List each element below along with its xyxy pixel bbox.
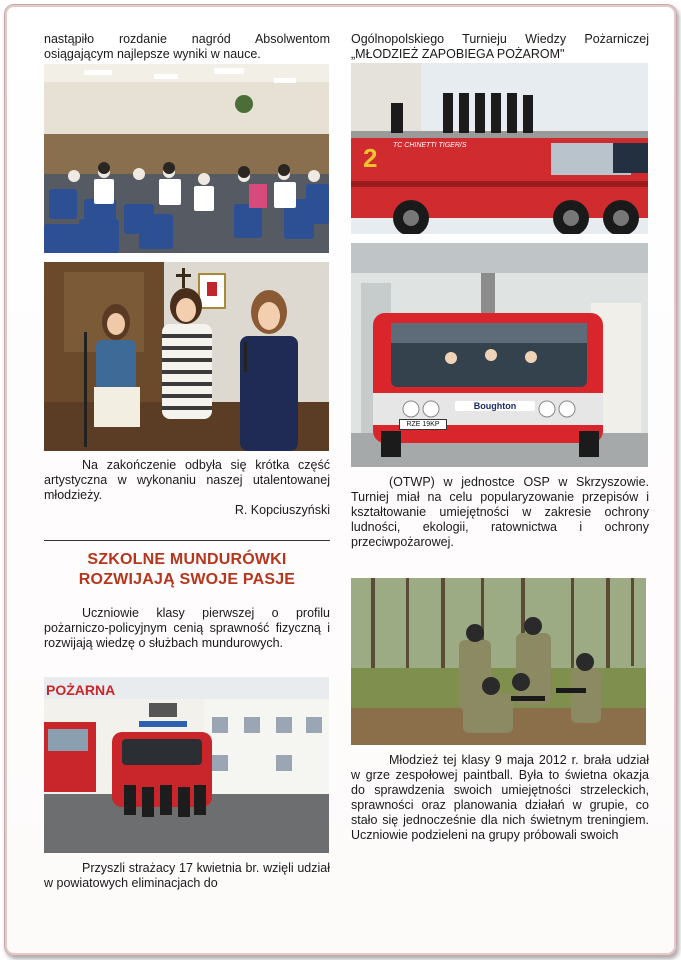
truck-number: 2 xyxy=(363,143,378,173)
right-top-paragraph: Ogólnopolskiego Turnieju Wiedzy Pożarniczej „MŁODZIEŻ ZAPOBIEGA POŻAROM" xyxy=(351,32,649,61)
photo-paintball xyxy=(351,578,646,745)
station-sign: POŻARNA xyxy=(46,682,116,698)
closing-paragraph: Na zakończenie odbyła się krótka część artystyczna w wykonaniu naszej utalentowanej młodzieży. R. Kopciuszyński xyxy=(44,458,330,517)
license-plate: RZE 19KP xyxy=(399,419,447,430)
truck-label: TC CHINETTI TIGER/S xyxy=(393,142,467,149)
otwp-paragraph: (OTWP) w jednostce OSP w Skrzyszowie. Turniej miał na celu popularyzowanie przepisów i kształtowanie umiejętności w zakresie ochrony ludności, ekologii, ratownictwa i ochrony przeciwpożarowej. xyxy=(351,475,649,549)
photo-singers xyxy=(44,262,329,451)
article-lead-paragraph: Uczniowie klasy pierwszej o profilu pożarniczo-policyjnym cenią sprawność fizyczną i rozwijają wiedzę o służbach mundurowych. xyxy=(44,606,330,650)
bottom-paragraph: Przyszli strażacy 17 kwietnia br. wzięli udział w powiatowych eliminacjach do xyxy=(44,861,330,890)
article-title: SZKOLNE MUNDURÓWKI ROZWIJAJĄ SWOJE PASJE xyxy=(78,551,296,588)
intro-paragraph: nastąpiło rozdanie nagród Absolwentom osiągającym najlepsze wyniki w nauce. xyxy=(44,32,330,61)
boughton-label: Boughton xyxy=(455,401,535,411)
photo-auditorium xyxy=(44,64,329,253)
section-divider xyxy=(44,540,330,541)
photo-boughton-truck xyxy=(351,243,648,467)
author-name: R. Kopciuszyński xyxy=(234,503,330,517)
photo-fire-station xyxy=(44,677,329,853)
photo-red-truck xyxy=(351,63,648,234)
paintball-paragraph: Młodzież tej klasy 9 maja 2012 r. brała udział w grze zespołowej paintball. Była to świetna okazja do sprawdzenia swoich umiejętności strzeleckich, sprawności oraz planowania działań w grupie, co stało się jednocześnie dla nich świetnym treningiem. Uczniowie podzieleni na grupy próbowali swoich xyxy=(351,753,649,842)
